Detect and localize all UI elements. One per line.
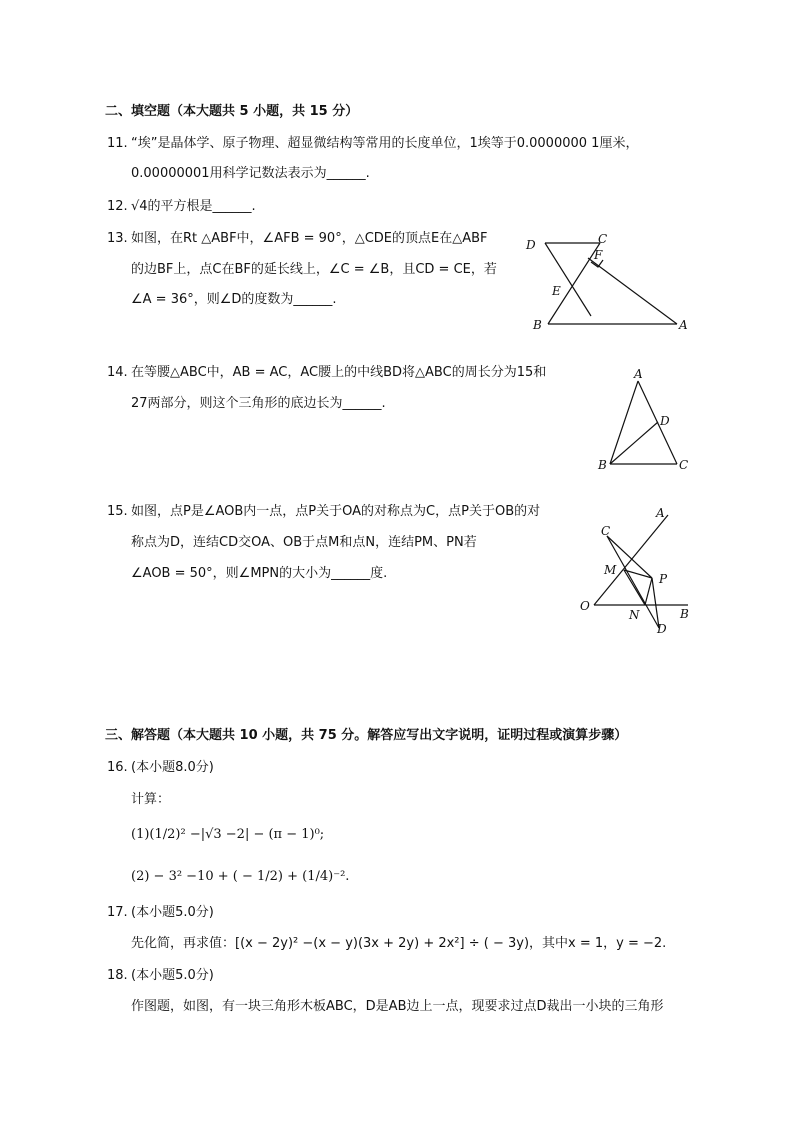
fig14-label-A: A [634, 367, 643, 381]
fig14-label-D: D [660, 414, 670, 428]
fig13-label-E: E [552, 284, 561, 298]
q16-number: 16. [107, 760, 128, 775]
q14-number: 14. [107, 365, 128, 380]
q18-score: (本小题5.0分) [131, 968, 214, 983]
fig13-label-B: B [533, 318, 542, 332]
fig15-label-M: M [604, 563, 617, 577]
fig15-label-P: P [659, 572, 668, 586]
q15-number: 15. [107, 504, 128, 519]
fig15-label-D: D [657, 622, 667, 636]
q16-part2: (2) − 3² −10 + ( − 1/2) + (1/4)⁻². [131, 869, 350, 884]
fig15-label-A: A [656, 506, 665, 520]
q16-part1: (1)(1/2)² −|√3 −2| − (π − 1)⁰; [131, 827, 325, 842]
q11-number: 11. [107, 136, 128, 151]
q11-line2: 0.00000001用科学记数法表示为______. [131, 166, 370, 181]
q13-line3: ∠A = 36°，则∠D的度数为______. [131, 292, 337, 307]
q16-intro: 计算： [131, 792, 171, 807]
fig13-label-F: F [594, 248, 603, 262]
fig15-label-O: O [580, 599, 590, 613]
fig14-label-B: B [598, 458, 607, 472]
q16-score: (本小题8.0分) [131, 760, 214, 775]
fig13-label-A: A [679, 318, 688, 332]
fig13-label-D: D [526, 238, 536, 252]
q17-score: (本小题5.0分) [131, 905, 214, 920]
fig13-label-C: C [598, 232, 608, 246]
q11-line1: “埃”是晶体学、原子物理、超显微结构等常用的长度单位，1埃等于0.0000000 1厘米， [131, 136, 639, 151]
q14-line1: 在等腰△ABC中，AB = AC，AC腰上的中线BD将△ABC的周长分为15和 [131, 365, 547, 380]
q15-line1: 如图，点P是∠AOB内一点，点P关于OA的对称点为C，点P关于OB的对 [131, 504, 541, 519]
q18-number: 18. [107, 968, 128, 983]
q12-text: √4的平方根是______. [131, 199, 256, 214]
q12-number: 12. [107, 199, 128, 214]
q18-text: 作图题，如图，有一块三角形木板ABC，D是AB边上一点，现要求过点D裁出一小块的三角形 [131, 999, 664, 1014]
fig15-label-N: N [629, 608, 640, 622]
q17-text: 先化简，再求值：[(x − 2y)² −(x − y)(3x + 2y) + 2x²] ÷ ( − 3y)，其中x = 1，y = −2. [131, 936, 667, 951]
q13-line1: 如图，在Rt △ABF中，∠AFB = 90°，△CDE的顶点E在△ABF [131, 231, 488, 246]
fig14-label-C: C [679, 458, 689, 472]
q13-number: 13. [107, 231, 128, 246]
q15-line3: ∠AOB = 50°，则∠MPN的大小为______度. [131, 566, 388, 581]
fig15-label-B: B [680, 607, 689, 621]
section2-heading: 二、填空题（本大题共 5 小题，共 15 分） [105, 104, 359, 119]
q13-line2: 的边BF上，点C在BF的延长线上，∠C = ∠B，且CD = CE，若 [131, 262, 497, 277]
fig15-label-C: C [601, 524, 611, 538]
section3-heading: 三、解答题（本大题共 10 小题，共 75 分。解答应写出文字说明，证明过程或演算步骤） [105, 728, 628, 743]
q14-line2: 27两部分，则这个三角形的底边长为______. [131, 396, 386, 411]
q17-number: 17. [107, 905, 128, 920]
q15-line2: 称点为D，连结CD交OA、OB于点M和点N，连结PM、PN若 [131, 535, 477, 550]
